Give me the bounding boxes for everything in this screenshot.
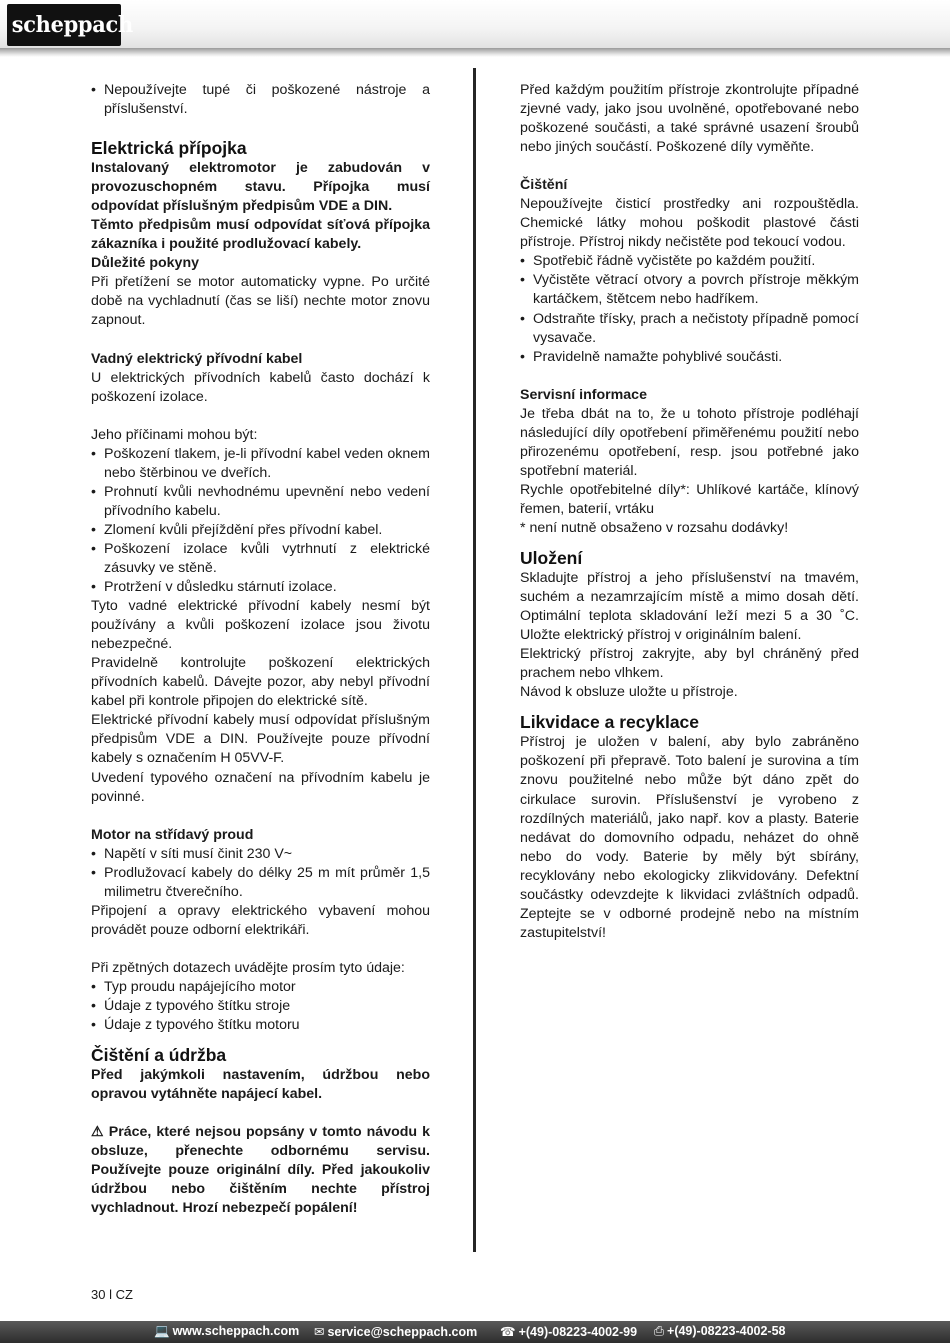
ulozeni-p1: Skladujte přístroj a jeho příslušenství na tmavém, suchém a nezamrzajícím místě a mimo dosah dětí. Optimální teplota skladování leží mezi 5 a 30 ˚C. Uložte elektrický přístroj v originálním balení. — [520, 570, 859, 644]
cisteni-udrzba-heading: Čištění a údržba — [91, 1045, 227, 1066]
vadny-kabel-p4: Uvedení typového označení na přívodním kabelu je povinné. — [91, 769, 430, 805]
list-item: • Protržení v důsledku stárnutí izolace. — [91, 578, 430, 597]
right-column — [520, 81, 859, 943]
list-item: • Spotřebič řádně vyčistěte po každém použití. — [520, 252, 859, 271]
servis-text-2: Rychle opotřebitelné díly*: Uhlíkové kartáče, klínový řemen, baterií, vrtáku — [520, 481, 859, 517]
ulozeni-heading: Uložení — [520, 548, 583, 569]
footer-fax-text: +(49)-08223-4002-58 — [667, 1324, 786, 1338]
envelope-icon: ✉ — [314, 1325, 325, 1339]
list-item: • Typ proudu napájejícího motor — [91, 978, 430, 997]
likvidace-text: Přístroj je uložen v balení, aby bylo zabráněno poškození při přepravě. Toto balení je surovina a tím znovu použitelné nebo může být dáno zpět do cirkulace surovin. Příslušenství je vyrobeno z rozdílných materiálů, jako např. kov a plasty. Baterie nedávat do domovního odpadu, neházet do ohně nebo do vody. Baterie by měly být sbírány, recyklovány nebo ekologicky zlikvidovány. Defektní součástky odevzdejte k likvidaci zvláštních odpadů. Zeptejte se v odborné prodejně nebo na místním zastupitelství! — [520, 734, 859, 941]
vadny-kabel-p3: Elektrické přívodní kabely musí odpovídat příslušným předpisům VDE a DIN. Používejte pouze přívodní kabely s označením H 05VV-F. — [91, 712, 430, 767]
left-column — [91, 81, 430, 1218]
warning-paragraph — [91, 1123, 430, 1218]
servis-text-1: Je třeba dbát na to, že u tohoto přístroje podléhají následující díly opotřebení přiměřenému použití nebo přirozenému opotřebení, resp. jsou potřebné jako spotřební materiál. — [520, 405, 859, 479]
elektricka-pripojka-heading: Elektrická přípojka — [91, 138, 247, 159]
page-number: 30 l CZ — [91, 1287, 133, 1302]
footer-web[interactable] — [154, 1324, 299, 1339]
intro-list — [91, 81, 430, 119]
motor-text: Připojení a opravy elektrického vybavení mohou provádět pouze odborní elektrikáři. — [91, 902, 430, 938]
servis-heading: Servisní informace — [520, 386, 647, 403]
list-item: • Pravidelně namažte pohyblivé součásti. — [520, 348, 859, 367]
footer-phone[interactable] — [500, 1324, 637, 1339]
causes-list — [91, 445, 430, 597]
list-item: • Vyčistěte větrací otvory a povrch přístroje měkkým kartáčkem, štětcem nebo hadříkem. — [520, 271, 859, 309]
motor-list — [91, 845, 430, 902]
list-item: • Prohnutí kvůli nevhodnému upevnění nebo vedení přívodního kabelu. — [91, 483, 430, 521]
footer-email[interactable] — [314, 1324, 477, 1339]
vadny-kabel-p1: Tyto vadné elektrické přívodní kabely nesmí být používány a kvůli poškození izolace jsou životu nebezpečné. — [91, 598, 430, 653]
footer-phone-text: +(49)-08223-4002-99 — [518, 1325, 638, 1339]
list-item: • Prodlužovací kabely do délky 25 m mít průměr 1,5 milimetru čtverečního. — [91, 864, 430, 902]
list-item: • Údaje z typového štítku stroje — [91, 997, 430, 1016]
motor-heading: Motor na střídavý proud — [91, 826, 254, 843]
elektricka-bold-1: Instalovaný elektromotor je zabudován v provozuschopném stavu. Přípojka musí odpovídat příslušným předpisům VDE a DIN. — [91, 160, 430, 215]
list-item: • Zlomení kvůli přejíždění přes přívodní kabel. — [91, 521, 430, 540]
cisteni-text: Nepoužívejte čisticí prostředky ani rozpouštědla. Chemické látky mohou poškodit plastové části přístroje. Přístroj nikdy nečistěte pod tekoucí vodou. — [520, 196, 859, 251]
cisteni-list — [520, 252, 859, 366]
monitor-icon: 💻 — [154, 1324, 170, 1338]
servis-text-3: * není nutně obsaženo v rozsahu dodávky! — [520, 519, 789, 536]
column-divider — [473, 68, 476, 1252]
list-item: • Údaje z typového štítku motoru — [91, 1016, 430, 1035]
fax-icon: ⎙ — [654, 1324, 665, 1338]
likvidace-heading: Likvidace a recyklace — [520, 712, 700, 733]
warning-triangle-icon: ⚠ — [91, 1124, 104, 1141]
footer-web-text: www.scheppach.com — [172, 1324, 300, 1338]
warning-text: Práce, které nejsou popsány v tomto návodu k obsluze, přenechte odbornému servisu. Používejte pouze originální díly. Před jakoukoliv údržbou nebo čištěním nechte přístroj vychladnout. Hrozí nebezpečí popálení! — [91, 1124, 430, 1217]
ulozeni-p3: Návod k obsluze uložte u přístroje. — [520, 684, 738, 701]
list-item: • Odstraňte třísky, prach a nečistoty případně pomocí vysavače. — [520, 310, 859, 348]
intro-bullet: • Nepoužívejte tupé či poškozené nástroje a příslušenství. — [91, 81, 430, 119]
cisteni-heading: Čištění — [520, 177, 568, 194]
causes-intro: Jeho příčinami mohou být: — [91, 426, 258, 443]
elektricka-bold-2: Těmto předpisům musí odpovídat síťová přípojka zákazníka i použité prodlužovací kabely. — [91, 217, 430, 253]
list-item: • Poškození izolace kvůli vytrhnutí z elektrické zásuvky ve stěně. — [91, 540, 430, 578]
header-shadow — [0, 48, 950, 57]
vadny-kabel-heading: Vadný elektrický přívodní kabel — [91, 350, 303, 367]
list-item: • Napětí v síti musí činit 230 V~ — [91, 845, 430, 864]
footer-fax[interactable] — [654, 1324, 786, 1339]
vadny-kabel-p2: Pravidelně kontrolujte poškození elektrických přívodních kabelů. Dávejte pozor, aby nebyl přívodní kabel při kontrole připojen do elektrické sítě. — [91, 655, 430, 710]
dulezite-pokyny-heading: Důležité pokyny — [91, 255, 200, 272]
footer-email-text: service@scheppach.com — [327, 1325, 478, 1339]
vadny-kabel-text: U elektrických přívodních kabelů často dochází k poškození izolace. — [91, 369, 430, 405]
scheppach-logo — [7, 4, 133, 46]
list-item: • Poškození tlakem, je-li přívodní kabel veden oknem nebo štěrbinou ve dveřích. — [91, 445, 430, 483]
inquiry-list — [91, 978, 430, 1035]
page-header — [0, 0, 950, 48]
inquiry-intro: Při zpětných dotazech uvádějte prosím tyto údaje: — [91, 959, 405, 976]
phone-icon: ☎ — [500, 1325, 516, 1339]
cisteni-udrzba-bold: Před jakýmkoli nastavením, údržbou nebo opravou vytáhněte napájecí kabel. — [91, 1067, 430, 1103]
page-footer — [0, 1321, 950, 1343]
dulezite-pokyny-text: Při přetížení se motor automaticky vypne. Po určité době na vychladnutí (čas se liší) nechte motor znovu zapnout. — [91, 274, 430, 329]
ulozeni-p2: Elektrický přístroj zakryjte, aby byl chráněný před prachem nebo vlhkem. — [520, 646, 859, 682]
right-intro: Před každým použitím přístroje zkontrolujte případné zjevné vady, jako jsou uvolněné, opotřebované nebo poškozené součásti, a také správné usazení šroubů nebo jiných součástí. Poškozené díly vyměňte. — [520, 82, 859, 156]
logo-text: scheppach — [11, 12, 133, 38]
